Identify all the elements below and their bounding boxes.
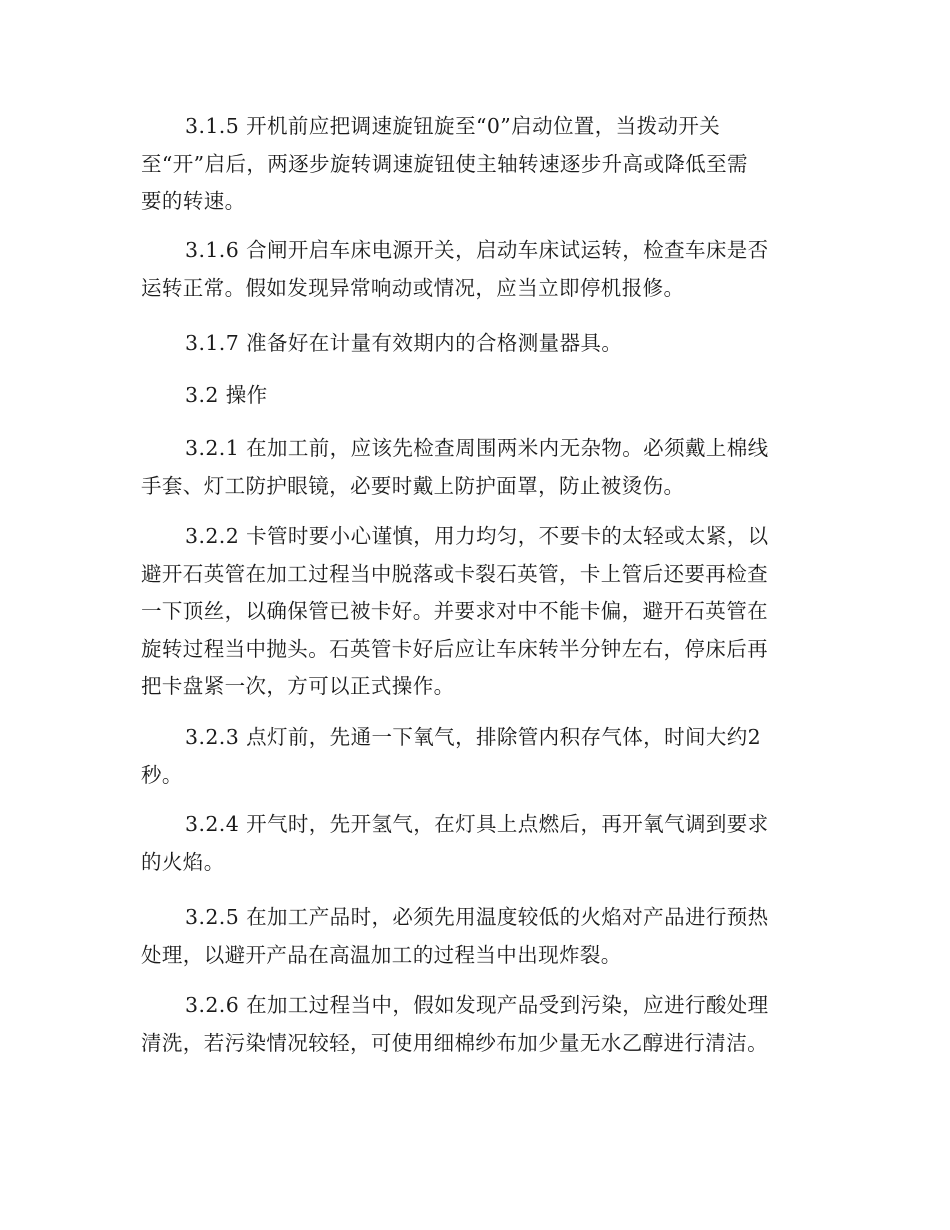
paragraph-3-2-4 [141, 806, 806, 881]
text-line: 3.2.4 开气时，先开氢气，在灯具上点燃后，再开氧气调到要求 [185, 812, 769, 836]
text-line: 3.2.5 在加工产品时，必须先用温度较低的火焰对产品进行预热 [185, 905, 769, 929]
text-line: 3.2.1 在加工前，应该先检查周围两米内无杂物。必须戴上棉线 [185, 436, 769, 460]
text-line: 3.1.5 开机前应把调速旋钮旋至“0”启动位置，当拨动开关 [185, 114, 721, 138]
text-line: 运转正常。假如发现异常响动或情况，应当立即停机报修。 [141, 275, 685, 300]
text-line: 把卡盘紧一次，方可以正式操作。 [141, 674, 455, 698]
text-line: 的火焰。 [141, 849, 225, 874]
paragraph-3-1-6 [141, 232, 806, 307]
paragraph-3-2-1 [141, 430, 806, 505]
text-line: 3.1.6 合闸开启车床电源开关，启动车床试运转，检查车床是否 [185, 238, 769, 262]
text-line: 避开石英管在加工过程当中脱落或卡裂石英管，卡上管后还要再检查 [141, 561, 768, 586]
paragraph-3-1-7 [141, 325, 806, 363]
text-line: 一下顶丝，以确保管已被卡好。并要求对中不能卡偏，避开石英管在 [141, 599, 768, 623]
text-line: 3.2.2 卡管时要小心谨慎，用力均匀，不要卡的太轻或太紧，以 [185, 524, 769, 548]
text-line: 手套、灯工防护眼镜，必要时戴上防护面罩，防止被烫伤。 [141, 473, 685, 498]
text-line: 清洗，若污染情况较轻，可使用细棉纱布加少量无水乙醇进行清洁。 [141, 1030, 768, 1055]
text-line: 3.2 操作 [185, 383, 268, 407]
paragraph-3-2-3 [141, 719, 806, 794]
text-line: 至“开”启后，两逐步旋转调速旋钮使主轴转速逐步升高或降低至需 [141, 151, 748, 176]
text-line: 处理，以避开产品在高温加工的过程当中出现炸裂。 [141, 942, 622, 967]
text-line: 要的转速。 [141, 189, 246, 213]
text-line: 旋转过程当中抛头。石英管卡好后应让车床转半分钟左右，停床后再 [141, 636, 768, 661]
paragraph-3-2-5 [141, 899, 806, 974]
section-heading-3-2 [141, 377, 806, 415]
paragraph-3-1-5 [141, 108, 806, 221]
text-line: 3.2.6 在加工过程当中，假如发现产品受到污染，应进行酸处理 [185, 993, 769, 1017]
paragraph-3-2-6 [141, 987, 806, 1062]
text-line: 秒。 [141, 762, 183, 787]
paragraph-3-2-2 [141, 518, 806, 706]
text-line: 3.1.7 准备好在计量有效期内的合格测量器具。 [185, 331, 623, 355]
text-line: 3.2.3 点灯前，先通一下氧气，排除管内积存气体，时间大约2 [185, 725, 762, 749]
